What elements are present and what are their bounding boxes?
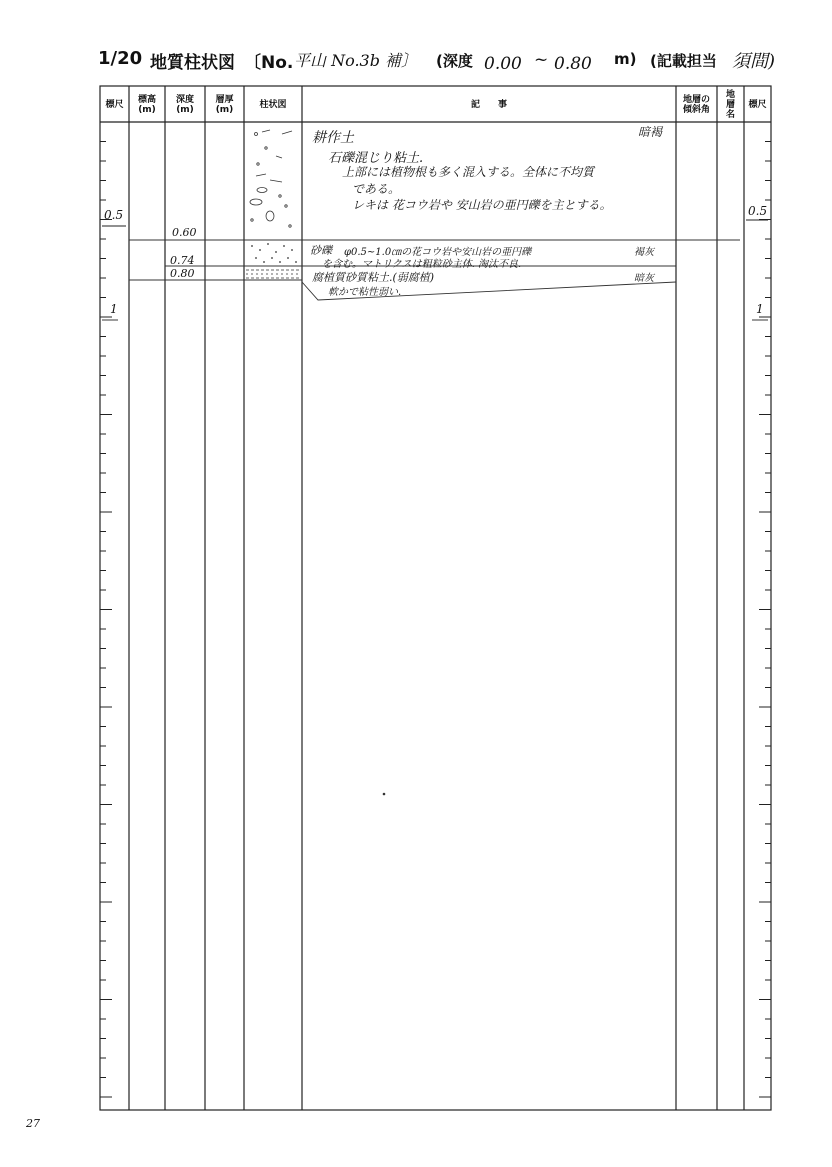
- layer-name: 耕作土: [312, 130, 354, 146]
- layer-name: 砂礫: [310, 244, 332, 257]
- gravel-dots: [251, 243, 297, 263]
- header-description: 記 事: [470, 100, 507, 110]
- depth-value: 0.60: [172, 226, 197, 239]
- recorder-prefix: (記載担当: [650, 52, 717, 70]
- depth-unit: m): [614, 50, 637, 68]
- hole-no: 平山 No.3b 補〕: [294, 51, 418, 70]
- column-symbols: [250, 130, 292, 227]
- sheet-title: 地質柱状図: [150, 53, 235, 73]
- header-scale-left: 標尺: [105, 100, 124, 110]
- header-column: 柱状図: [259, 100, 287, 110]
- layer-text: 石礫混じり粘土.: [328, 151, 424, 166]
- layer-text: φ0.5~1.0㎝の花コウ岩や安山岩の亜円礫: [344, 247, 532, 258]
- layer-color: 暗褐: [638, 125, 663, 139]
- depth-sep: ~: [534, 50, 549, 70]
- clay-hatch: [246, 270, 300, 278]
- depth-to: 0.80: [554, 54, 592, 74]
- scale-label: 1/20: [98, 48, 143, 69]
- layer-text: 軟かで粘性弱い.: [328, 287, 402, 298]
- layer-text: を含む。マトリクスは粗粒砂主体. 淘汰不良.: [322, 259, 522, 270]
- scale-left-1: 1: [110, 302, 118, 316]
- layer-text: である。: [352, 182, 401, 196]
- depth-value: 0.80: [170, 267, 195, 280]
- depth-from: 0.00: [484, 54, 522, 74]
- hole-no-prefix: 〔No.: [244, 53, 294, 73]
- scale-left-0.5: 0.5: [104, 208, 124, 222]
- header-thickness: 層厚 (m): [215, 95, 234, 115]
- layer-color: 暗灰: [634, 273, 654, 284]
- depth-prefix: (深度: [436, 52, 473, 70]
- header-elevation: 標高 (m): [137, 95, 156, 115]
- scale-right-1: 1: [756, 302, 764, 316]
- header-formation: 地 層 名: [725, 90, 735, 120]
- scale-right-0.5: 0.5: [748, 204, 768, 218]
- layer-text: レキは 花コウ岩や 安山岩の亜円礫を主とする。: [352, 198, 612, 212]
- header-depth: 深度 (m): [175, 95, 194, 115]
- page-number: 27: [26, 1117, 40, 1130]
- depth-value: 0.74: [170, 254, 195, 267]
- layer-name: 腐植質砂質粘土.(弱腐植): [312, 271, 435, 284]
- layer-color: 褐灰: [634, 247, 654, 258]
- layer-text: 上部には植物根も多く混入する。全体に不均質: [342, 165, 595, 179]
- recorder-name: 須間): [732, 51, 776, 72]
- header-scale-right: 標尺: [748, 100, 767, 110]
- header-dip: 地層の 傾斜角: [682, 95, 710, 115]
